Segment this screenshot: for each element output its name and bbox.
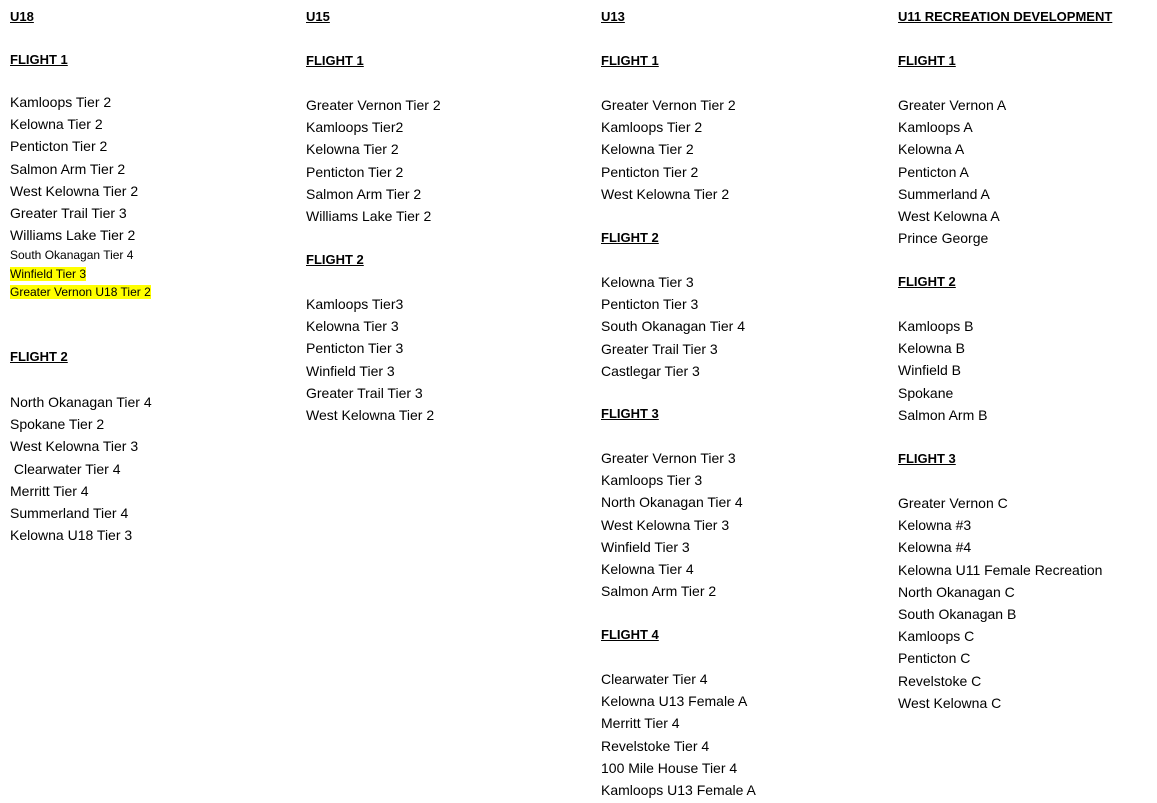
team-item: Salmon Arm Tier 2 <box>10 160 126 177</box>
team-item: Penticton Tier 2 <box>306 163 404 180</box>
team-item: Revelstoke Tier 4 <box>601 737 710 754</box>
team-item: Kamloops Tier 2 <box>10 94 112 110</box>
team-item: Revelstoke C <box>898 672 982 689</box>
team-item: South Okanagan B <box>898 605 1017 622</box>
team-item: Greater Trail Tier 3 <box>10 204 127 221</box>
team-item: West Kelowna Tier 3 <box>10 438 139 455</box>
team-item: West Kelowna Tier 3 <box>601 516 730 533</box>
team-item: Penticton Tier 3 <box>601 296 699 313</box>
team-item: South Okanagan Tier 4 <box>10 248 134 263</box>
team-item: North Okanagan C <box>898 583 1015 600</box>
team-item: Spokane <box>898 384 954 401</box>
team-item: Greater Vernon C <box>898 495 1008 511</box>
flight-title: FLIGHT 3 <box>898 451 956 466</box>
team-item: Winfield Tier 3 <box>306 362 395 379</box>
team-item: Castlegar Tier 3 <box>601 362 700 379</box>
team-item: Kelowna #4 <box>898 539 972 556</box>
team-item: South Okanagan Tier 4 <box>601 318 745 335</box>
team-item: Kamloops B <box>898 318 974 334</box>
division-title: U18 <box>10 9 34 24</box>
team-list <box>898 315 987 426</box>
team-item: Kelowna Tier 4 <box>601 560 694 577</box>
division-title: U15 <box>306 9 330 24</box>
team-list <box>601 668 756 801</box>
team-list <box>306 293 434 426</box>
team-item: Kamloops Tier3 <box>306 296 404 312</box>
highlighted-team-name: Greater Vernon U18 Tier 2 <box>10 285 151 300</box>
team-item: Greater Vernon Tier 3 <box>601 450 736 466</box>
team-item-highlighted <box>10 283 151 301</box>
team-item: Kamloops Tier2 <box>306 119 404 136</box>
team-item: Winfield Tier 3 <box>601 538 690 555</box>
team-item: Kelowna U11 Female Recreation <box>898 561 1103 578</box>
flight-title: FLIGHT 2 <box>10 349 68 364</box>
flight-title: FLIGHT 2 <box>898 274 956 289</box>
team-list <box>10 91 151 301</box>
team-item: North Okanagan Tier 4 <box>10 394 152 410</box>
team-list <box>601 94 736 205</box>
team-item: Clearwater Tier 4 <box>10 460 121 477</box>
team-item: Kamloops U13 Female A <box>601 781 756 798</box>
team-item: Kamloops Tier 3 <box>601 472 703 489</box>
team-item: West Kelowna Tier 2 <box>601 185 730 202</box>
team-item: Merritt Tier 4 <box>601 715 680 732</box>
team-item: Penticton Tier 2 <box>601 163 699 180</box>
team-item: Penticton Tier 2 <box>10 138 108 155</box>
team-item-highlighted <box>10 265 151 283</box>
team-item: Greater Vernon Tier 2 <box>601 97 736 113</box>
team-item: Spokane Tier 2 <box>10 416 105 433</box>
team-list <box>601 447 743 602</box>
team-item: Clearwater Tier 4 <box>601 671 708 687</box>
flight-title: FLIGHT 1 <box>898 53 956 68</box>
team-item: Greater Trail Tier 3 <box>306 384 423 401</box>
team-item: Kelowna B <box>898 340 965 357</box>
team-item: Kelowna Tier 3 <box>306 318 399 335</box>
team-item: Kelowna Tier 2 <box>601 141 694 158</box>
flight-title: FLIGHT 2 <box>601 230 659 245</box>
team-item: Greater Trail Tier 3 <box>601 340 718 357</box>
team-item: Kelowna U13 Female A <box>601 693 748 710</box>
highlighted-team-name: Winfield Tier 3 <box>10 267 87 282</box>
team-item: Kelowna A <box>898 141 965 158</box>
team-list <box>306 94 441 227</box>
team-item: Kelowna Tier 3 <box>601 274 694 290</box>
team-item: Kelowna U18 Tier 3 <box>10 527 133 544</box>
team-item: Kelowna #3 <box>898 517 972 534</box>
division-title: U13 <box>601 9 625 24</box>
team-item: Merritt Tier 4 <box>10 482 89 499</box>
team-list <box>10 391 152 546</box>
team-item: Salmon Arm B <box>898 406 988 423</box>
team-list <box>601 271 745 382</box>
team-item: Williams Lake Tier 2 <box>306 207 432 224</box>
flight-title: FLIGHT 1 <box>306 53 364 68</box>
team-item: Summerland A <box>898 185 990 202</box>
team-item: Williams Lake Tier 2 <box>10 227 136 244</box>
team-item: Kamloops A <box>898 119 973 136</box>
flight-title: FLIGHT 1 <box>10 52 68 67</box>
flight-title: FLIGHT 2 <box>306 252 364 267</box>
team-item: 100 Mile House Tier 4 <box>601 759 738 776</box>
division-title: U11 RECREATION DEVELOPMENT <box>898 9 1113 24</box>
team-item: West Kelowna Tier 2 <box>10 182 139 199</box>
flight-title: FLIGHT 1 <box>601 53 659 68</box>
team-item: Kelowna Tier 2 <box>306 141 399 158</box>
team-item: Greater Vernon Tier 2 <box>306 97 441 113</box>
team-item: West Kelowna A <box>898 207 1000 224</box>
team-item: Summerland Tier 4 <box>10 504 129 521</box>
team-item: Winfield B <box>898 362 962 379</box>
team-list <box>898 492 1102 714</box>
team-item: Penticton A <box>898 163 969 180</box>
team-item: Penticton Tier 3 <box>306 340 404 357</box>
team-item: West Kelowna C <box>898 694 1002 711</box>
team-item: Kamloops Tier 2 <box>601 119 703 136</box>
flight-title: FLIGHT 4 <box>601 627 659 642</box>
team-item: Prince George <box>898 230 989 247</box>
team-item: Salmon Arm Tier 2 <box>601 583 717 600</box>
team-item: Greater Vernon A <box>898 97 1007 113</box>
flight-title: FLIGHT 3 <box>601 406 659 421</box>
team-item: Salmon Arm Tier 2 <box>306 185 422 202</box>
team-item: North Okanagan Tier 4 <box>601 494 743 511</box>
team-item: Penticton C <box>898 650 971 667</box>
team-list <box>898 94 1006 249</box>
team-item: Kamloops C <box>898 628 975 645</box>
team-item: Kelowna Tier 2 <box>10 116 103 133</box>
team-item: West Kelowna Tier 2 <box>306 406 435 423</box>
